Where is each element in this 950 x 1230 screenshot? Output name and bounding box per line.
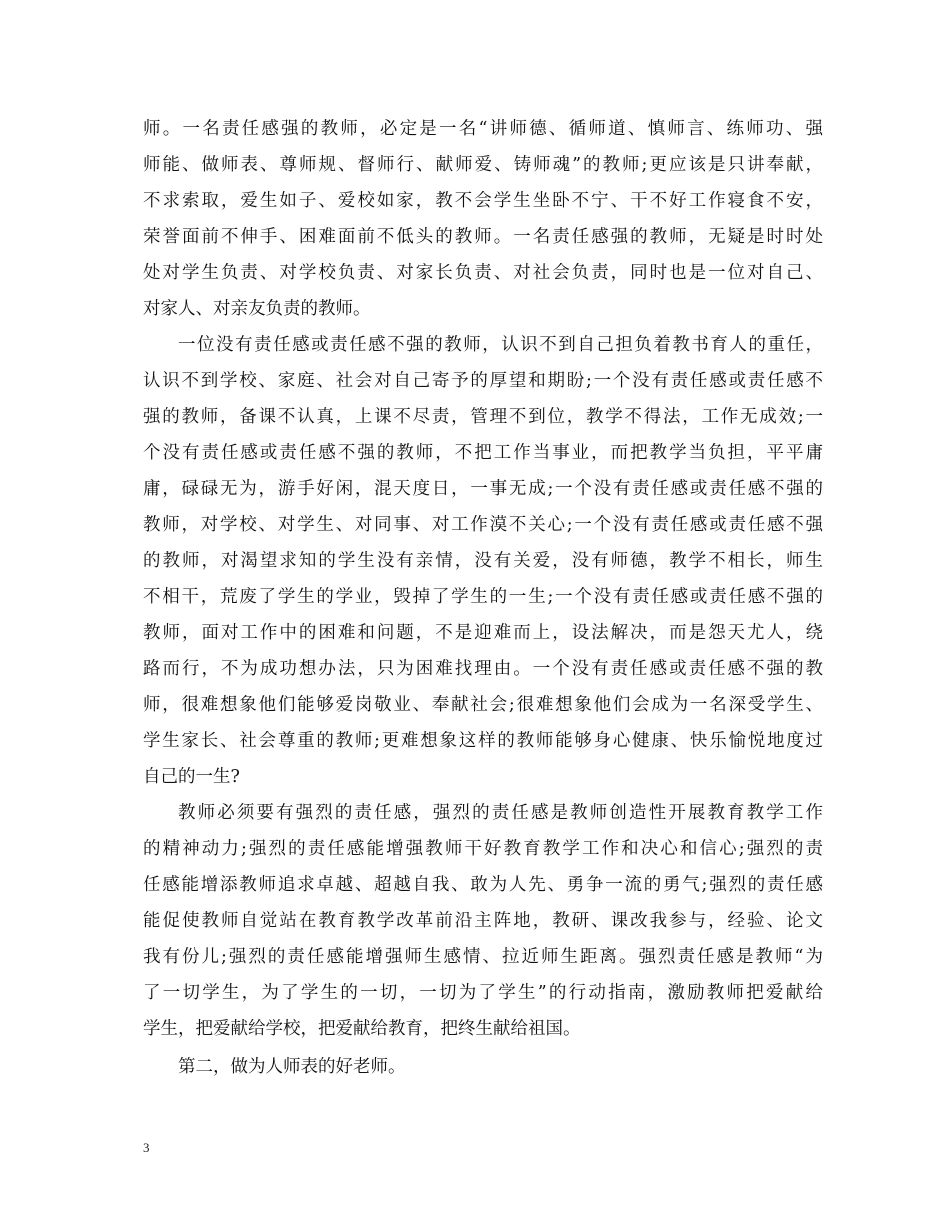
text-line: 教师，面对工作中的困难和问题，不是迎难而上，设法解决，而是怨天尤人，绕 [143,623,823,643]
text-line: 的教师，对渴望求知的学生没有亲情，没有关爱，没有师德，教学不相长，师生 [143,551,823,571]
text-line: 能促使教师自觉站在教育教学改革前沿主阵地，教研、课改我参与，经验、论文 [143,911,823,931]
text-line: 路而行，不为成功想办法，只为困难找理由。一个没有责任感或责任感不强的教 [143,659,823,679]
text-line: 师。一名责任感强的教师，必定是一名“讲师德、循师道、慎师言、练师功、强 [143,119,823,139]
text-line: 学生家长、社会尊重的教师;更难想象这样的教师能够身心健康、快乐愉悦地度过 [143,731,823,751]
section-heading: 第二，做为人师表的好老师。 [178,1057,406,1077]
text-line: 任感能增添教师追求卓越、超越自我、敢为人先、勇争一流的勇气;强烈的责任感 [143,875,823,895]
text-line: 个没有责任感或责任感不强的教师，不把工作当事业，而把教学当负担，平平庸 [143,443,823,463]
text-line: 不相干，荒废了学生的学业，毁掉了学生的一生;一个没有责任感或责任感不强的 [143,587,823,607]
text-line: 了一切学生，为了学生的一切，一切为了学生”的行动指南，激励教师把爱献给 [143,983,823,1003]
text-line: 处对学生负责、对学校负责、对家长负责、对社会负责，同时也是一位对自己、 [143,263,823,283]
text-line: 教师，对学校、对学生、对同事、对工作漠不关心;一个没有责任感或责任感不强 [143,515,823,535]
text-line: 的精神动力;强烈的责任感能增强教师干好教育教学工作和决心和信心;强烈的责 [143,839,823,859]
text-line: 我有份儿;强烈的责任感能增强师生感情、拉近师生距离。强烈责任感是教师“为 [143,947,823,967]
text-line: 自己的一生? [143,767,240,787]
paragraph-first-line: 一位没有责任感或责任感不强的教师，认识不到自己担负着教书育人的重任， [178,335,823,355]
text-line: 师，很难想象他们能够爱岗敬业、奉献社会;很难想象他们会成为一名深受学生、 [143,695,823,715]
text-line: 强的教师，备课不认真，上课不尽责，管理不到位，教学不得法，工作无成效;一 [143,407,823,427]
text-line: 对家人、对亲友负责的教师。 [143,299,371,319]
text-line: 认识不到学校、家庭、社会对自己寄予的厚望和期盼;一个没有责任感或责任感不 [143,371,823,391]
text-line: 庸，碌碌无为，游手好闲，混天度日，一事无成;一个没有责任感或责任感不强的 [143,479,823,499]
page-number: 3 [143,1140,150,1155]
text-line: 不求索取，爱生如子、爱校如家，教不会学生坐卧不宁、干不好工作寝食不安， [143,191,823,211]
text-line: 学生，把爱献给学校，把爱献给教育，把终生献给祖国。 [143,1019,581,1039]
text-line: 荣誉面前不伸手、困难面前不低头的教师。一名责任感强的教师，无疑是时时处 [143,227,823,247]
paragraph-first-line: 教师必须要有强烈的责任感，强烈的责任感是教师创造性开展教育教学工作 [178,803,823,823]
text-line: 师能、做师表、尊师规、督师行、献师爱、铸师魂”的教师;更应该是只讲奉献， [143,155,823,175]
